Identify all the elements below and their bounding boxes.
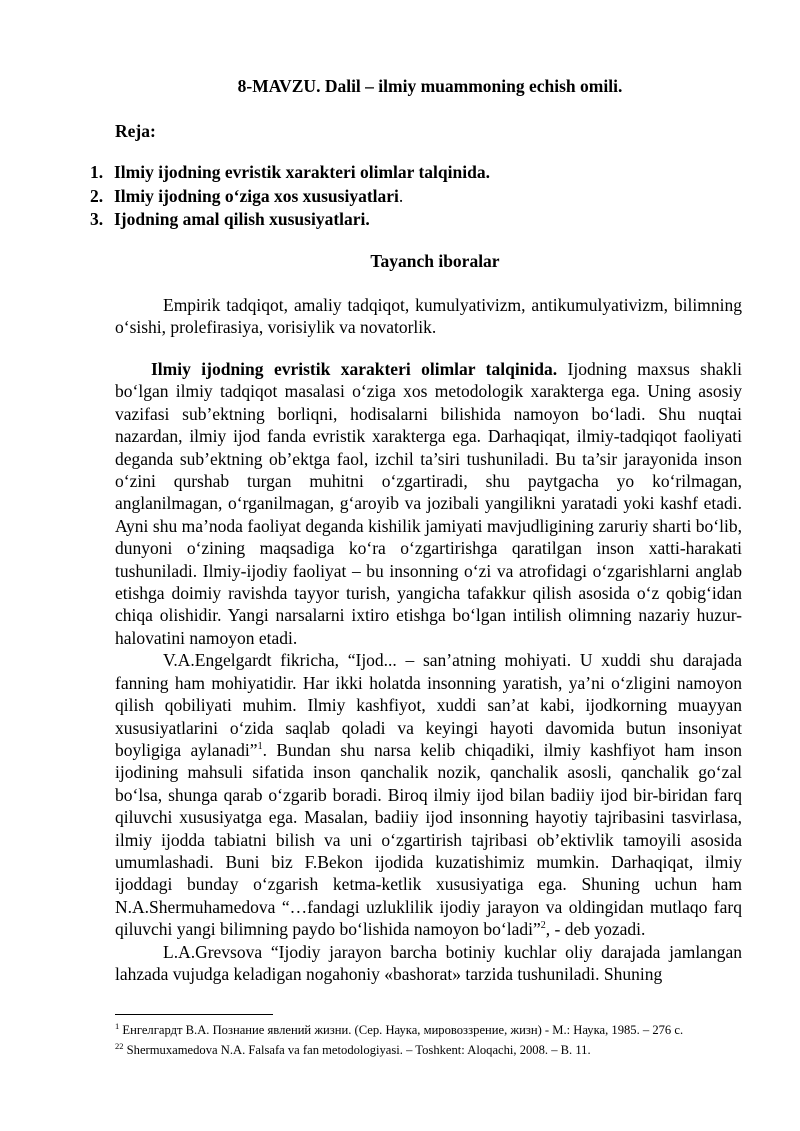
footnote-text: Shermuxamedova N.A. Falsafa va fan metodologiyasi. – Toshkent: Aloqachi, 2008. – B. 11.: [123, 1043, 591, 1057]
paragraph-1: [115, 358, 742, 649]
footnote: [115, 1020, 755, 1040]
paragraph-text: Ijodning maxsus shakli bo‘lgan ilmiy tadqiqot masalasi o‘ziga xos metodologik xarakterga ega. Uning asosiy vazifasi sub’ektning borliqni, hodisalarni bilishida namoyon bo‘ladi. Shu nuqtai nazardan, ilmiy ijod fanda evristik xarakterga ega. Darhaqiqat, ilmiy-tadqiqot faoliyati deganda sub’ektning ob’ektga faol, izchil ta’siri tushuniladi. Bu ta’sir jarayonida inson o‘zini qurshab turgan muhitni o‘zgartiradi, shu paytgacha yo ko‘rilmagan, anglanilmagan, o‘rganilmagan, g‘aroyib va jozibali yangilikni yaratadi yoki kashf etadi. Ayni shu ma’noda faoliyat deganda kishilik jamiyati mavjudligining zaruriy sharti bo‘lib, dunyoni o‘zining maqsadiga ko‘ra o‘zgartirishga qaratilgan inson xatti-harakati tushuniladi. Ilmiy-ijodiy faoliyat – bu insonning o‘zi va atrofidagi o‘zgarishlarni anglab etishga doimiy ravishda tayyor turish, yangicha tafakkur qilish asosida o‘z qobig‘idan chiqa olishidir. Yangi narsalarni ixtiro etishga bo‘lgan intilish olimning nazariy huzur-halovatini namoyon etadi.: [115, 359, 742, 648]
plan-list: [90, 162, 490, 233]
paragraph-2: [115, 649, 742, 940]
footnote-separator: [115, 1014, 273, 1015]
plan-item: [90, 186, 490, 210]
footnote-mark: 22: [115, 1040, 124, 1051]
plan-item-text: Ijodning amal qilish xususiyatlari.: [114, 209, 370, 229]
footnote-ref[interactable]: 2: [540, 920, 546, 932]
plan-item-text: Ilmiy ijodning evristik xarakteri olimlar talqinida.: [114, 162, 490, 182]
footnote: [115, 1040, 755, 1060]
page-title: 8-MAVZU. Dalil – ilmiy muammoning echish omili.: [237, 76, 623, 96]
plan-item-number: 3.: [90, 209, 104, 229]
keywords-paragraph: Empirik tadqiqot, amaliy tadqiqot, kumulyativizm, antikumulyativizm, bilimning o‘sishi, prolefirasiya, vorisiylik va novatorlik.: [115, 295, 742, 338]
footnote-mark: 1: [115, 1020, 120, 1031]
paragraph-text: V.A.Engelgardt fikricha, “Ijod... – san’atning mohiyati. U xuddi shu darajada fanning ham mohiyatidir. Har ikki holatda insonning yaratish, ya’ni o‘zligini namoyon qilish qobiliyati muhim. Ilmiy kashfiyot, xuddi san’at kabi, ijodkorning muayyan xususiyatlarini o‘zida saqlab qoladi va keyingi hayoti davomida butun insoniyat boyligiga aylanadi”: [115, 650, 742, 760]
main-text: [115, 358, 742, 985]
footnotes: [115, 1020, 755, 1060]
plan-item: [90, 162, 490, 186]
paragraph-text: L.A.Grevsova “Ijodiy jarayon barcha botiniy kuchlar oliy darajada jamlangan lahzada vujudga keladigan nogahoniy «bashorat» tarzida tushuniladi. Shuning: [115, 941, 742, 984]
keywords-heading: Tayanch iboralar: [370, 251, 500, 271]
paragraph-lead: Ilmiy ijodning evristik xarakteri olimlar talqinida.: [151, 359, 558, 379]
plan-heading: Reja:: [115, 121, 156, 141]
plan-item-number: 1.: [90, 162, 104, 182]
paragraph-3: [115, 941, 742, 986]
plan-item: [90, 209, 490, 233]
footnote-text: Енгелгардт В.А. Познание явлений жизни. (Сер. Наука, мировоззрение, жизн) - М.: Наука, 1985. – 276 с.: [119, 1023, 684, 1037]
paragraph-text: . Bundan shu narsa kelib chiqadiki, ilmiy kashfiyot ham inson ijodining mahsuli sifatida inson qanchalik nozik, qanchalik asosli, qanchalik go‘zal bo‘lsa, shunga qarab o‘zgarib boradi. Biroq ilmiy ijod bilan badiiy ijod bir-biridan farq qiluvchi xususiyatga ega. Masalan, badiiy ijod insonning hayotiy tajribasini tasvirlasa, ilmiy ijodda tabiatni bilish va uni o‘zgartirish tajribasi ob’ektivlik tamoyili asosida umumlashadi. Buni biz F.Bekon ijodida kuzatishimiz mumkin. Darhaqiqat, ilmiy ijoddagi bunday o‘zgarish ketma-ketlik xususiyatiga ega. Shuning uchun ham N.A.Shermuhamedova “…fandagi uzluklilik ijodiy jarayon va oldingidan mutlaqo farq qiluvchi yangi bilimning paydo bo‘lishida namoyon bo‘ladi”: [115, 739, 742, 940]
plan-item-text: Ilmiy ijodning o‘ziga xos xususiyatlari: [114, 185, 399, 206]
plan-item-suffix: .: [398, 185, 404, 206]
footnote-ref[interactable]: 1: [257, 741, 263, 753]
paragraph-text: , - deb yozadi.: [545, 919, 646, 940]
plan-item-number: 2.: [90, 185, 104, 206]
